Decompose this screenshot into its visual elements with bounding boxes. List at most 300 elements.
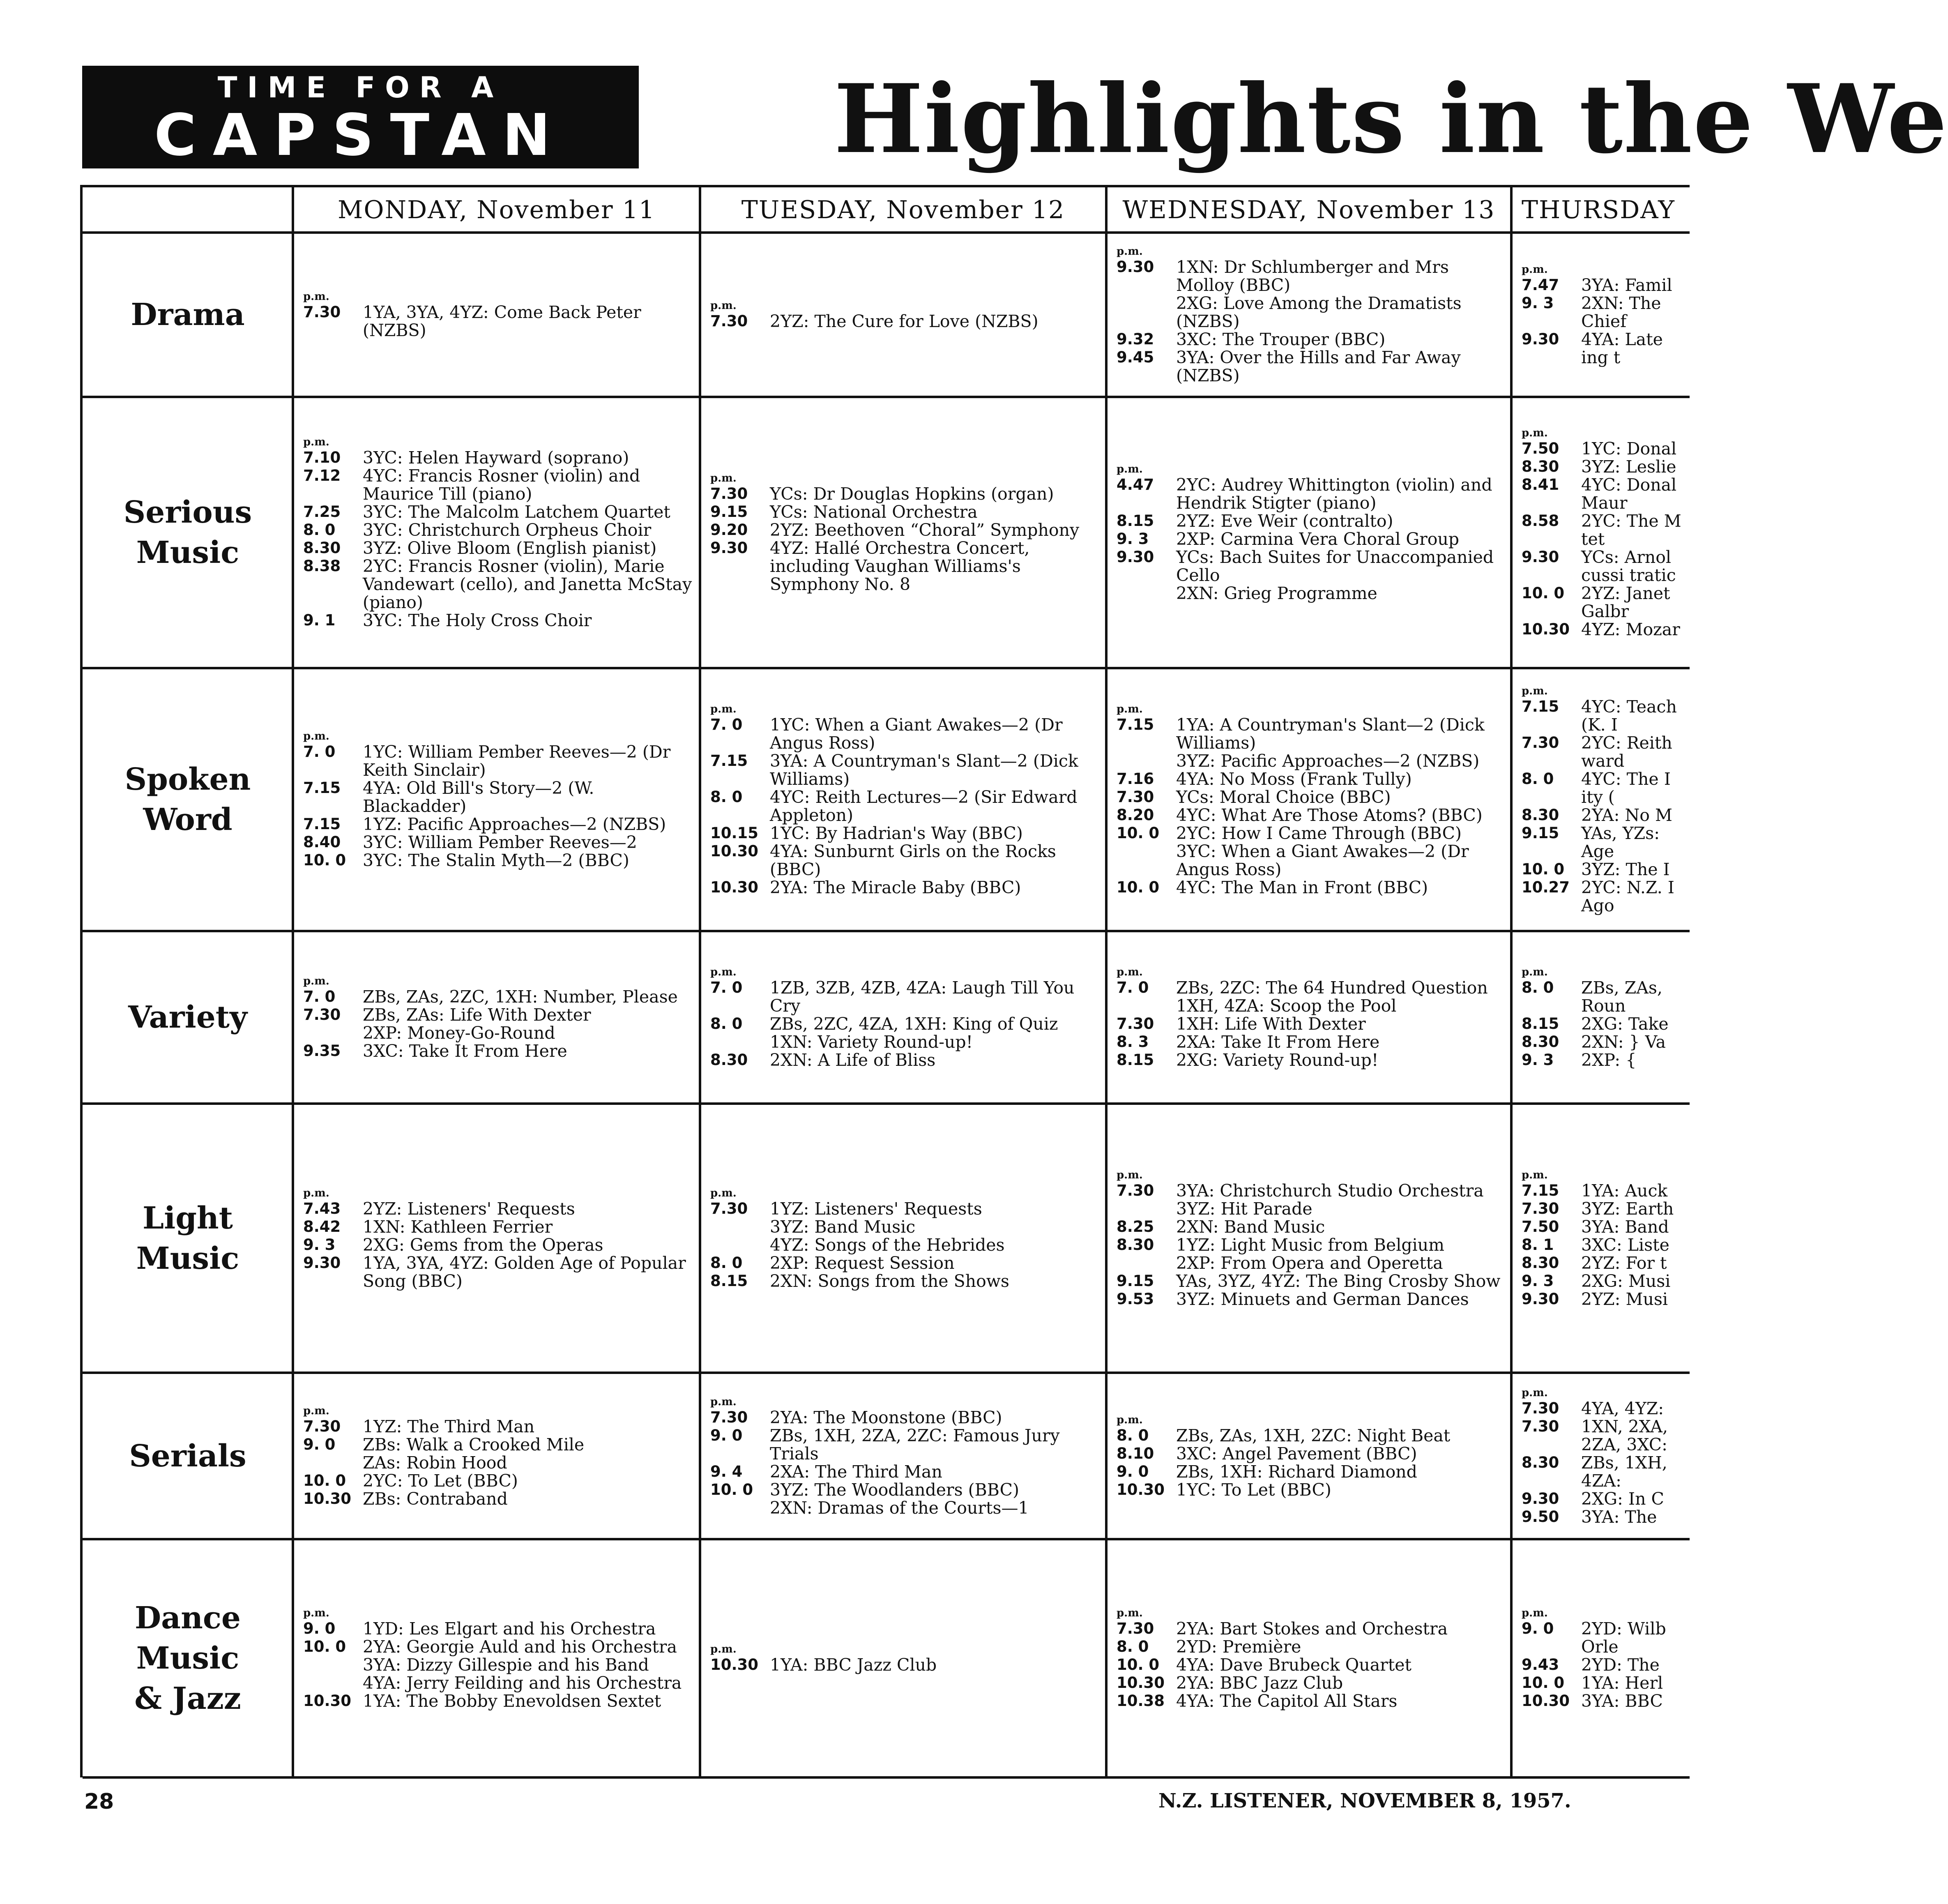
programme-entry xyxy=(303,539,700,557)
programme-text: 3YC: The Malcolm Latchem Quartet xyxy=(363,502,670,522)
programme-text: ZBs, ZAs: Life With Dexter xyxy=(363,1005,591,1025)
programme-text: 4YA: The Capitol All Stars xyxy=(1176,1691,1398,1711)
programme-entry xyxy=(1522,1508,1690,1526)
programme-entry xyxy=(1117,788,1511,806)
programme-text: 2YA: Bart Stokes and Orchestra xyxy=(1176,1619,1448,1639)
programme-text: ZBs, ZAs, 2ZC, 1XH: Number, Please xyxy=(363,987,678,1007)
schedule-cell xyxy=(1511,1373,1690,1539)
programme-entry xyxy=(303,1454,700,1472)
programme-text: 1YC: When a Giant Awakes—2 (Dr Angus Ross) xyxy=(770,715,1063,753)
programme-time: 10.30 xyxy=(1522,1692,1570,1710)
programme-time: 8.30 xyxy=(1522,1254,1559,1272)
programme-entry xyxy=(710,716,1106,752)
category-label-lines xyxy=(131,295,244,335)
programme-time: 8. 0 xyxy=(710,1015,743,1033)
programme-entry xyxy=(303,467,700,503)
programme-entry xyxy=(710,1408,1106,1427)
programme-time: 9.15 xyxy=(1117,1272,1154,1290)
schedule-cell xyxy=(1511,1104,1690,1373)
schedule-cell xyxy=(1106,397,1511,668)
programme-time: 9. 0 xyxy=(710,1426,743,1444)
category-label xyxy=(83,1373,293,1539)
programme-entry xyxy=(1117,512,1511,530)
day-header: MONDAY, November 11 xyxy=(337,196,656,224)
programme-text: 2YZ: For t xyxy=(1581,1253,1667,1273)
programme-time: 9. 3 xyxy=(1522,1272,1554,1290)
programme-text: 4YZ: Mozar xyxy=(1581,620,1680,639)
programme-text: ZBs, 2ZC, 4ZA, 1XH: King of Quiz xyxy=(770,1014,1058,1034)
programme-time: 9.15 xyxy=(710,503,748,521)
programme-text: 4YZ: Hallé Orchestra Concert, including Vaughan Williams's Symphony No. 8 xyxy=(770,538,1030,594)
programme-time: 9.30 xyxy=(1117,258,1154,276)
programme-entry xyxy=(1117,1674,1511,1692)
programme-text: 2XN: A Life of Bliss xyxy=(770,1050,936,1070)
programme-entry xyxy=(710,1254,1106,1272)
category-label xyxy=(83,668,293,931)
programme-time xyxy=(303,1674,363,1692)
programme-entry xyxy=(303,503,700,521)
category-label xyxy=(83,233,293,397)
programme-entry xyxy=(1117,1254,1511,1272)
programme-text: 2YZ: Janet Galbr xyxy=(1581,583,1670,621)
programme-text: 3YZ: Hit Parade xyxy=(1176,1199,1312,1219)
programme-time: 7.30 xyxy=(710,1408,748,1426)
pm-label: p.m. xyxy=(303,436,329,448)
schedule-grid xyxy=(80,185,1690,1777)
programme-time: 9. 3 xyxy=(1117,530,1149,548)
programme-text: 1YZ: Light Music from Belgium xyxy=(1176,1235,1445,1255)
programme-entry xyxy=(1117,979,1511,997)
programme-text: 3YC: When a Giant Awakes—2 (Dr Angus Ross) xyxy=(1176,841,1469,879)
programme-time: 9.50 xyxy=(1522,1508,1559,1526)
programme-time: 7. 0 xyxy=(303,988,336,1005)
programme-entry xyxy=(303,988,700,1006)
programme-entry xyxy=(1117,770,1511,788)
programme-entry xyxy=(1117,824,1511,842)
programme-entry xyxy=(1522,330,1690,367)
programme-text: 3YC: The Stalin Myth—2 (BBC) xyxy=(363,851,629,870)
programme-time: 8. 1 xyxy=(1522,1236,1554,1254)
programme-text: 2XN: Band Music xyxy=(1176,1217,1325,1237)
programme-time: 7.15 xyxy=(710,752,748,770)
programme-entry xyxy=(1522,440,1690,458)
programme-text: 1YA, 3YA, 4YZ: Golden Age of Popular Song (BBC) xyxy=(363,1253,686,1291)
programme-text: 2XN: Songs from the Shows xyxy=(770,1271,1009,1291)
programme-text: 3YZ: The Woodlanders (BBC) xyxy=(770,1480,1020,1500)
programme-entry xyxy=(1117,716,1511,752)
programme-entry xyxy=(1117,1692,1511,1710)
category-line: Music xyxy=(136,1641,239,1676)
programme-text: 1XN: Kathleen Ferrier xyxy=(363,1217,553,1237)
category-label-lines xyxy=(129,1436,246,1476)
programme-text: 4YA: Sunburnt Girls on the Rocks (BBC) xyxy=(770,841,1056,879)
pm-label: p.m. xyxy=(303,1187,329,1199)
programme-text: 2XG: Variety Round-up! xyxy=(1176,1050,1379,1070)
category-label xyxy=(83,1539,293,1777)
programme-text: 3YZ: Olive Bloom (English pianist) xyxy=(363,538,657,558)
category-line: Serials xyxy=(129,1438,246,1474)
programme-text: 2XN: Grieg Programme xyxy=(1176,583,1377,603)
programme-time: 9. 0 xyxy=(303,1435,336,1453)
programme-time: 7.30 xyxy=(303,303,341,321)
programme-time: 9.35 xyxy=(303,1042,341,1060)
programme-time: 10. 0 xyxy=(1522,860,1565,878)
programme-text: 2YC: The M tet xyxy=(1581,511,1681,549)
programme-entry xyxy=(303,833,700,851)
programme-entry xyxy=(303,1218,700,1236)
programme-time: 7. 0 xyxy=(710,716,743,733)
programme-entry xyxy=(303,1200,700,1218)
programme-entry xyxy=(303,1692,700,1710)
programme-entry xyxy=(1117,806,1511,824)
programme-entry xyxy=(1117,294,1511,330)
programme-time: 9.30 xyxy=(1522,548,1559,566)
page-headline: Highlights in the We xyxy=(834,64,1948,175)
publication-footer: N.Z. LISTENER, NOVEMBER 8, 1957. xyxy=(1158,1789,1571,1812)
programme-entry xyxy=(1117,1236,1511,1254)
programme-text: 3YA: A Countryman's Slant—2 (Dick Williams) xyxy=(770,751,1078,789)
programme-text: ZBs, ZAs, Roun xyxy=(1581,978,1662,1016)
programme-entry xyxy=(1522,806,1690,824)
programme-entry xyxy=(1117,1427,1511,1445)
programme-text: ZAs: Robin Hood xyxy=(363,1452,507,1473)
programme-text: 1YA: Auck xyxy=(1581,1180,1668,1201)
programme-time: 10.15 xyxy=(710,824,759,842)
programme-entry xyxy=(1522,770,1690,806)
category-label-lines xyxy=(125,759,251,840)
programme-text: 2YC: Audrey Whittington (violin) and Hendrik Stigter (piano) xyxy=(1176,475,1492,513)
programme-time: 8. 0 xyxy=(710,1254,743,1272)
schedule-cell xyxy=(1511,233,1690,397)
programme-time: 8.20 xyxy=(1117,806,1154,824)
programme-entry xyxy=(303,1254,700,1290)
programme-time: 10.30 xyxy=(303,1489,352,1508)
programme-time: 9.30 xyxy=(1117,548,1154,566)
programme-entry xyxy=(710,1218,1106,1236)
programme-text: 2YD: The xyxy=(1581,1655,1660,1675)
programme-entry xyxy=(1522,824,1690,860)
programme-time: 8.30 xyxy=(1522,1033,1559,1051)
programme-text: 2YC: How I Came Through (BBC) xyxy=(1176,823,1462,843)
programme-time: 10.30 xyxy=(710,1656,759,1673)
logo-line-1: TIME FOR A xyxy=(217,71,504,104)
programme-entry xyxy=(303,1674,700,1692)
schedule-cell xyxy=(1106,668,1511,931)
programme-time: 7.30 xyxy=(303,1006,341,1023)
programme-time: 9.30 xyxy=(303,1254,341,1272)
programme-entry xyxy=(710,503,1106,521)
programme-time: 7.30 xyxy=(1117,1181,1154,1199)
schedule-cell xyxy=(1511,668,1690,931)
programme-text: 3YA: Over the Hills and Far Away (NZBS) xyxy=(1176,348,1461,385)
programme-entry xyxy=(1522,458,1690,476)
programme-time: 8.30 xyxy=(1522,1453,1559,1471)
programme-time: 9. 3 xyxy=(1522,1051,1554,1069)
schedule-cell xyxy=(700,1373,1106,1539)
programme-entry xyxy=(1117,530,1511,548)
programme-time: 8.15 xyxy=(710,1272,748,1290)
programme-entry xyxy=(710,1015,1106,1033)
programme-time: 8. 0 xyxy=(1522,979,1554,996)
programme-text: 4YC: Reith Lectures—2 (Sir Edward Appleton) xyxy=(770,787,1078,825)
programme-time xyxy=(1117,584,1176,602)
pm-label: p.m. xyxy=(710,1643,737,1655)
programme-time: 9.30 xyxy=(1522,1290,1559,1308)
programme-entry xyxy=(1522,1656,1690,1674)
schedule-cell xyxy=(1106,931,1511,1104)
programme-entry xyxy=(710,1051,1106,1069)
programme-entry xyxy=(1522,1272,1690,1290)
programme-text: 3XC: The Trouper (BBC) xyxy=(1176,330,1386,349)
programme-text: 1XN, 2XA, 2ZA, 3XC: xyxy=(1581,1416,1668,1455)
programme-time xyxy=(303,1656,363,1674)
programme-time: 9.15 xyxy=(1522,824,1559,842)
programme-text: 4YC: Donal Maur xyxy=(1581,475,1677,513)
programme-entry xyxy=(303,303,700,339)
programme-time xyxy=(710,1499,770,1517)
programme-text: 3XC: Angel Pavement (BBC) xyxy=(1176,1443,1417,1464)
category-line: Dance xyxy=(134,1600,241,1636)
programme-time: 9. 0 xyxy=(303,1620,336,1637)
programme-text: 2XN: } Va xyxy=(1581,1032,1666,1052)
programme-entry xyxy=(303,1490,700,1508)
programme-entry xyxy=(1117,1015,1511,1033)
programme-text: ZBs, 1XH, 4ZA: xyxy=(1581,1452,1667,1491)
category-label xyxy=(83,931,293,1104)
programme-time: 9. 0 xyxy=(1522,1620,1554,1637)
programme-entry xyxy=(303,449,700,467)
programme-time: 7.50 xyxy=(1522,1217,1559,1236)
programme-text: ZBs: Contraband xyxy=(363,1489,508,1509)
programme-time: 8.38 xyxy=(303,557,341,575)
category-line: Serious xyxy=(123,495,252,530)
programme-entry xyxy=(710,1272,1106,1290)
programme-text: 1XN: Dr Schlumberger and Mrs Molloy (BBC) xyxy=(1176,257,1449,295)
category-label-lines xyxy=(134,1598,241,1719)
programme-entry xyxy=(1117,330,1511,348)
programme-entry xyxy=(1117,1182,1511,1200)
programme-time: 8. 0 xyxy=(303,521,336,539)
schedule-cell xyxy=(293,233,700,397)
programme-time: 9. 4 xyxy=(710,1462,743,1480)
pm-label: p.m. xyxy=(1117,703,1143,715)
programme-entry xyxy=(1117,1051,1511,1069)
programme-entry xyxy=(303,1472,700,1490)
programme-text: 1YC: William Pember Reeves—2 (Dr Keith Sinclair) xyxy=(363,742,671,780)
programme-entry xyxy=(1522,620,1690,639)
programme-text: 2YC: Reith ward xyxy=(1581,733,1672,771)
programme-entry xyxy=(1117,348,1511,385)
programme-text: 2XA: Take It From Here xyxy=(1176,1032,1380,1052)
programme-entry xyxy=(710,1481,1106,1499)
schedule-cell xyxy=(293,397,700,668)
programme-text: 1YC: Donal xyxy=(1581,439,1677,459)
programme-time: 8.30 xyxy=(303,539,341,557)
programme-text: 3YA: BBC xyxy=(1581,1691,1663,1711)
programme-time: 9.53 xyxy=(1117,1290,1154,1308)
programme-text: 1YC: To Let (BBC) xyxy=(1176,1480,1331,1500)
programme-text: 2YZ: Beethoven “Choral” Symphony xyxy=(770,520,1080,540)
programme-text: 3YA: Famil xyxy=(1581,275,1672,295)
capstan-logo xyxy=(82,66,639,168)
programme-entry xyxy=(303,521,700,539)
programme-time: 8.58 xyxy=(1522,512,1559,530)
programme-time: 7.12 xyxy=(303,467,341,484)
programme-entry xyxy=(710,788,1106,824)
programme-text: 3YZ: Minuets and German Dances xyxy=(1176,1289,1469,1309)
programme-time xyxy=(710,1033,770,1051)
programme-time xyxy=(303,1454,363,1472)
category-label-lines xyxy=(128,997,247,1037)
programme-text: 2XG: Musi xyxy=(1581,1271,1671,1291)
category-line: Music xyxy=(136,535,239,570)
programme-time: 9.30 xyxy=(1522,330,1559,348)
programme-time: 10.30 xyxy=(1117,1674,1165,1692)
programme-entry xyxy=(1117,476,1511,512)
pm-label: p.m. xyxy=(710,703,737,715)
programme-time: 9. 0 xyxy=(1117,1462,1149,1480)
logo-line-2: CAPSTAN xyxy=(154,102,567,169)
programme-time: 7.10 xyxy=(303,449,341,466)
programme-text: 3XC: Liste xyxy=(1581,1235,1669,1255)
programme-text: 2XG: Take xyxy=(1581,1014,1669,1034)
schedule-cell xyxy=(700,233,1106,397)
schedule-cell xyxy=(293,1104,700,1373)
programme-text: ZBs, ZAs, 1XH, 2ZC: Night Beat xyxy=(1176,1425,1451,1445)
programme-entry xyxy=(1522,1182,1690,1200)
programme-entry xyxy=(303,1418,700,1436)
programme-entry xyxy=(1522,512,1690,548)
pm-label: p.m. xyxy=(303,1607,329,1619)
programme-text: 4YA: Late ing t xyxy=(1581,330,1663,367)
programme-entry xyxy=(303,1436,700,1454)
programme-text: 4YZ: Songs of the Hebrides xyxy=(770,1235,1005,1255)
programme-time: 10.27 xyxy=(1522,878,1570,896)
schedule-cell xyxy=(700,397,1106,668)
programme-entry xyxy=(1522,1051,1690,1069)
programme-entry xyxy=(303,743,700,779)
programme-time xyxy=(710,1218,770,1236)
category-line: & Jazz xyxy=(134,1681,241,1716)
programme-time xyxy=(1117,842,1176,878)
programme-time: 10. 0 xyxy=(303,1638,346,1655)
pm-label: p.m. xyxy=(710,300,737,312)
programme-time: 10. 0 xyxy=(1117,824,1160,842)
programme-time: 9.30 xyxy=(1522,1489,1559,1508)
programme-entry xyxy=(1117,1200,1511,1218)
page-number: 28 xyxy=(84,1789,114,1814)
programme-text: 1XN: Variety Round-up! xyxy=(770,1032,973,1052)
programme-text: 1YZ: Pacific Approaches—2 (NZBS) xyxy=(363,814,666,834)
programme-entry xyxy=(710,1463,1106,1481)
schedule-cell xyxy=(293,668,700,931)
pm-label: p.m. xyxy=(710,1187,737,1199)
programme-entry xyxy=(1522,1620,1690,1656)
pm-label: p.m. xyxy=(710,472,737,484)
programme-entry xyxy=(1522,1033,1690,1051)
programme-entry xyxy=(303,1638,700,1656)
programme-time: 7. 0 xyxy=(710,979,743,996)
pm-label: p.m. xyxy=(1522,1386,1548,1399)
schedule-cell xyxy=(700,931,1106,1104)
programme-time: 10.30 xyxy=(303,1692,352,1710)
programme-text: 2XP: Carmina Vera Choral Group xyxy=(1176,529,1460,549)
programme-entry xyxy=(1522,878,1690,915)
programme-entry xyxy=(1117,548,1511,584)
programme-time: 9.30 xyxy=(710,539,748,557)
programme-time: 7.30 xyxy=(710,1199,748,1217)
schedule-cell xyxy=(293,931,700,1104)
programme-text: 2YZ: Listeners' Requests xyxy=(363,1199,575,1219)
programme-entry xyxy=(710,979,1106,1015)
programme-entry xyxy=(1522,276,1690,294)
category-label-lines xyxy=(136,1198,239,1279)
programme-entry xyxy=(710,1427,1106,1463)
programme-time: 8.30 xyxy=(710,1051,748,1069)
programme-entry xyxy=(1522,1254,1690,1272)
programme-text: 2XG: In C xyxy=(1581,1489,1664,1509)
programme-time: 8.40 xyxy=(303,833,341,851)
programme-entry xyxy=(303,779,700,815)
category-line: Word xyxy=(143,802,233,837)
programme-entry xyxy=(1117,1290,1511,1308)
programme-text: 3YC: The Holy Cross Choir xyxy=(363,611,592,630)
programme-time: 10. 0 xyxy=(1522,584,1565,602)
schedule-cell xyxy=(1511,931,1690,1104)
programme-time: 8.10 xyxy=(1117,1444,1154,1462)
programme-time: 9. 3 xyxy=(303,1236,336,1254)
programme-entry xyxy=(1522,476,1690,512)
programme-time: 9. 1 xyxy=(303,611,336,629)
programme-time xyxy=(1117,997,1176,1015)
programme-time: 10.30 xyxy=(1117,1480,1165,1498)
programme-time: 7.30 xyxy=(710,312,748,330)
programme-time: 7.30 xyxy=(303,1417,341,1435)
pm-label: p.m. xyxy=(303,1404,329,1417)
programme-text: 3XC: Take It From Here xyxy=(363,1041,567,1061)
programme-time: 7. 0 xyxy=(1117,979,1149,996)
programme-entry xyxy=(1117,1218,1511,1236)
programme-time: 10. 0 xyxy=(303,1471,346,1489)
programme-time: 10. 0 xyxy=(1117,1656,1160,1673)
programme-entry xyxy=(1117,584,1511,602)
programme-text: 2YC: N.Z. I Ago xyxy=(1581,878,1674,915)
pm-label: p.m. xyxy=(1522,263,1548,276)
programme-time: 8.25 xyxy=(1117,1217,1154,1236)
schedule-cell xyxy=(1106,1373,1511,1539)
pm-label: p.m. xyxy=(1117,966,1143,978)
programme-text: 2YA: Georgie Auld and his Orchestra xyxy=(363,1637,677,1657)
schedule-cell xyxy=(700,668,1106,931)
programme-text: 2YC: To Let (BBC) xyxy=(363,1471,518,1491)
pm-label: p.m. xyxy=(1522,966,1548,978)
category-line: Variety xyxy=(128,1000,247,1035)
programme-time: 10.30 xyxy=(710,842,759,860)
programme-time: 10. 0 xyxy=(1117,878,1160,896)
programme-entry xyxy=(1522,1674,1690,1692)
programme-entry xyxy=(1522,584,1690,620)
programme-time: 7.30 xyxy=(1117,1015,1154,1033)
programme-text: 3YA: Christchurch Studio Orchestra xyxy=(1176,1180,1484,1201)
category-line: Drama xyxy=(131,297,245,332)
programme-time: 4.47 xyxy=(1117,476,1154,493)
programme-time: 7.15 xyxy=(1117,716,1154,733)
programme-time: 8.30 xyxy=(1522,806,1559,824)
programme-entry xyxy=(1522,548,1690,584)
schedule-cell xyxy=(700,1104,1106,1373)
programme-text: 3YZ: Band Music xyxy=(770,1217,916,1237)
programme-text: 1XH, 4ZA: Scoop the Pool xyxy=(1176,996,1397,1016)
